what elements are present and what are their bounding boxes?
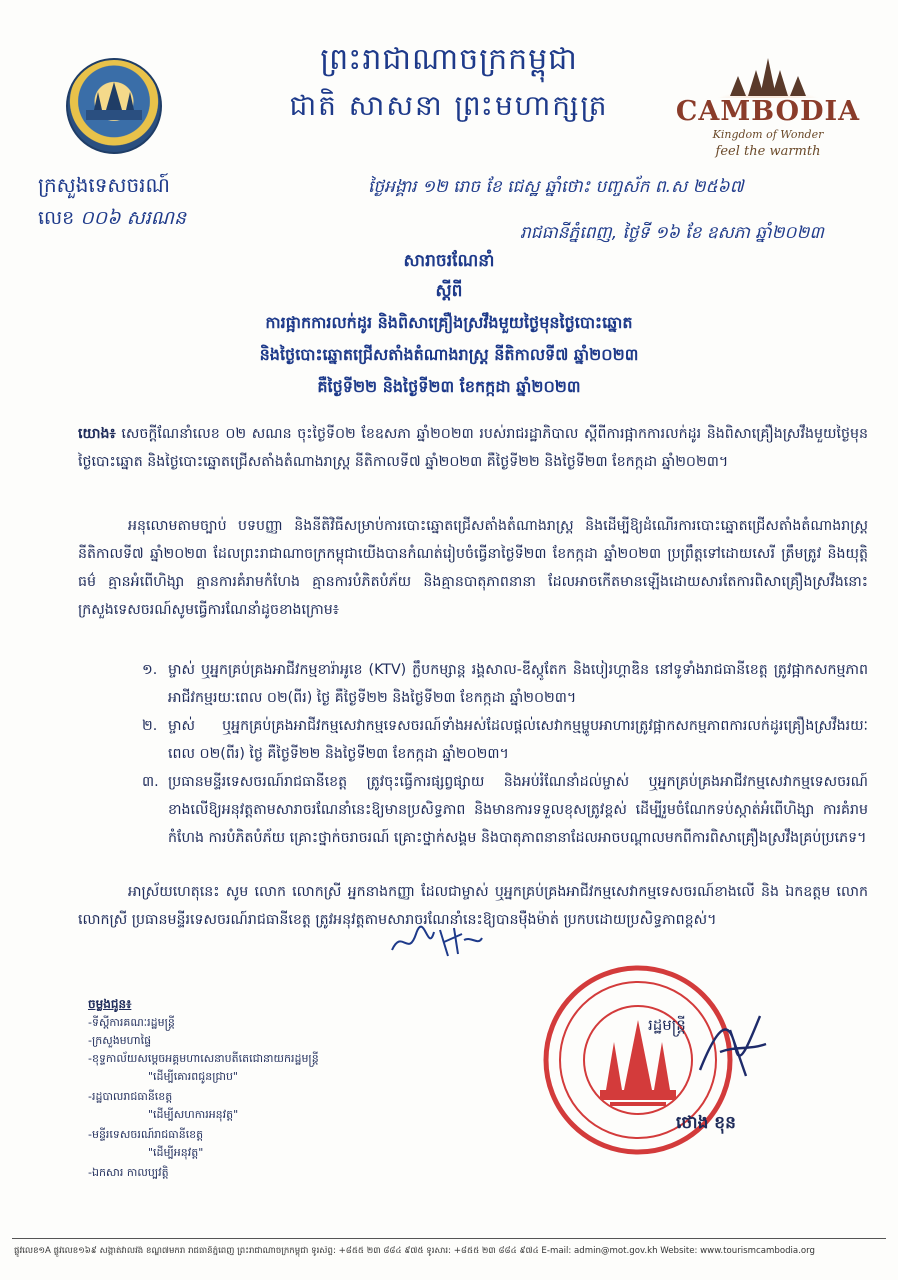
sunset-temple-icon	[668, 52, 868, 98]
signatory-position: រដ្ឋមន្ត្រី	[648, 1016, 686, 1034]
distribution-item: -រដ្ឋបាលរាជធានីខេត្ត	[88, 1090, 173, 1103]
kingdom-title: ព្រះរាជាណាចក្រកម្ពុជា	[320, 42, 578, 77]
subject-heading: ស្តីពី	[435, 281, 463, 301]
brand-tagline-secondary: feel the warmth	[715, 144, 821, 159]
distribution-item: -ទីស្តីការគណៈរដ្ឋមន្ត្រី	[88, 1016, 175, 1029]
distribution-title: ចម្លងជូន៖	[88, 997, 132, 1011]
distribution-item: -ខុទ្ទកាល័យសម្តេចអគ្គមហាសេនាបតីតេជោនាយករដ្ឋមន្ត្រី	[88, 1052, 319, 1065]
brand-name: CAMBODIA	[675, 96, 861, 127]
distribution-item: -ក្រសួងមហាផ្ទៃ	[88, 1034, 152, 1047]
item-number: ២.	[142, 718, 158, 734]
instruction-item	[142, 768, 868, 852]
item-text: ម្ចាស់ ឬអ្នកគ្រប់គ្រងអាជីវកម្មសេវាកម្មទេសចរណ៍ទាំងអស់ដែលផ្តល់សេវាកម្មម្ហូបអាហារត្រូវផ្អាកសកម្មភាពការលក់ដូរគ្រឿងស្រវឹងរយៈពេល ០២(ពីរ) ថ្ងៃ គឺថ្ងៃទី២២ និងថ្ងៃទី២៣ ខែកក្កដា ឆ្នាំ២០២៣។	[168, 718, 868, 762]
instruction-item	[142, 712, 868, 768]
national-motto: ជាតិ សាសនា ព្រះមហាក្សត្រ	[289, 89, 609, 122]
lunar-date: ថ្ងៃអង្គារ ១២ រោច ខែ ជេស្ឋ ឆ្នាំថោះ បញ្ចស័ក ព.ស ២៥៦៧	[368, 177, 744, 197]
reference-label: យោង៖	[78, 426, 116, 442]
initials-mark-icon	[388, 924, 484, 960]
reference-prefix: លេខ	[38, 207, 75, 229]
subject-line: និងថ្ងៃបោះឆ្នោតជ្រើសតាំងតំណាងរាស្ត្រ នីតិកាលទី៧ ឆ្នាំ២០២៣	[259, 345, 639, 364]
signer-name: ថោង ខុន	[676, 1113, 736, 1133]
cambodia-brand-logo	[668, 52, 868, 164]
solar-date: រាជធានីភ្នំពេញ, ថ្ងៃទី ១៦ ខែ ឧសភា ឆ្នាំ២០២៣	[520, 223, 824, 243]
reference-number	[38, 206, 186, 234]
item-text: ប្រធានមន្ទីរទេសចរណ៍រាជធានីខេត្ត ត្រូវចុះធ្វើការផ្សព្វផ្សាយ និងអប់រំណែនាំដល់ម្ចាស់ ឬអ្នកគ្រប់គ្រងអាជីវកម្មសេវាកម្មទេសចរណ៍ខាងលើឱ្យអនុវត្តតាមសារាចរណែនាំនេះឱ្យមានប្រសិទ្ធភាព និងមានការទទួលខុសត្រូវខ្ពស់ ដើម្បីរួមចំណែកទប់ស្កាត់អំពើហិង្សា ការគំរាមកំហែង ការបំភិតបំភ័យ គ្រោះថ្នាក់ចរាចរណ៍ គ្រោះថ្នាក់សង្គម និងបាតុភាពនានាដែលអាចបណ្តាលមកពីការពិសាគ្រឿងស្រវឹងគ្រប់ប្រភេទ។	[168, 774, 868, 846]
item-number: ៣.	[142, 774, 159, 790]
item-text: ម្ចាស់ ឬអ្នកគ្រប់គ្រងអាជីវកម្មខារ៉ាអូខេ (KTV) ក្លឹបកម្សាន្ត រង្គសាល-ឌីស្កូតែក និងបៀរហ្គាឌិន នៅទូទាំងរាជធានីខេត្ត ត្រូវផ្អាកសកម្មភាពអាជីវកម្មរយៈពេល ០២(ពីរ) ថ្ងៃ គឺថ្ងៃទី២២ និងថ្ងៃទី២៣ ខែកក្កដា ឆ្នាំ២០២៣។	[168, 662, 868, 706]
distribution-purpose: "ដើម្បីសហការអនុវត្ត"	[148, 1108, 239, 1121]
instruction-item	[142, 656, 868, 712]
ministry-name: ក្រសួងទេសចរណ៍	[38, 173, 170, 197]
document-type: សារាចរណែនាំ	[403, 251, 495, 271]
footer-contact: ផ្លូវលេខ១A ផ្លូវលេខ១៦៩ សង្កាត់វាលវង់ ខណ្ឌ៧មករា រាជធានីភ្នំពេញ ព្រះរាជាណាចក្រកម្ពុជា ទូរស័ព្ទ: +៨៥៥ ២៣ ៨៨៤ ៩៧៥ ទូរសារ: +៨៥៥ ២៣ ៨៨៤ ៩៧៤ E-mail: admin@mot.gov.kh Website: www.tourismcambodia.org	[14, 1246, 816, 1256]
subject-line: គឺថ្ងៃទី២២ និងថ្ងៃទី២៣ ខែកក្កដា ឆ្នាំ២០២៣	[317, 377, 581, 396]
reference-value: ០០៦ សរណន	[80, 207, 187, 229]
item-number: ១.	[142, 662, 158, 678]
distribution-purpose: "ដើម្បីគោរពជូនជ្រាប"	[148, 1070, 238, 1083]
distribution-item: -មន្ទីរទេសចរណ៍រាជធានីខេត្ត	[88, 1128, 204, 1141]
distribution-item: -ឯកសារ កាលប្បវត្តិ	[88, 1166, 169, 1179]
intro-paragraph: អនុលោមតាមច្បាប់ បទបញ្ញា និងនីតិវិធីសម្រាប់ការបោះឆ្នោតជ្រើសតាំងតំណាងរាស្ត្រ និងដើម្បីឱ្យដំណើរការបោះឆ្នោតជ្រើសតាំងតំណាងរាស្ត្រ នីតិកាលទី៧ ឆ្នាំ២០២៣ ដែលព្រះរាជាណាចក្រកម្ពុជាយើងបានកំណត់រៀបចំធ្វើនាថ្ងៃទី២៣ ខែកក្កដា ឆ្នាំ២០២៣ ប្រព្រឹត្តទៅដោយសេរី ត្រឹមត្រូវ និងយុត្តិធម៌ គ្មានអំពើហិង្សា គ្មានការគំរាមកំហែង គ្មានការបំភិតបំភ័យ និងគ្មានបាតុភាពនានា ដែលអាចកើតមានឡើងដោយសារតែការពិសាគ្រឿងស្រវឹងនោះ ក្រសួងទេសចរណ៍សូមធ្វើការណែនាំដូចខាងក្រោម៖	[78, 518, 868, 618]
subject-line: ការផ្អាកការលក់ដូរ និងពិសាគ្រឿងស្រវឹងមួយថ្ងៃមុនថ្ងៃបោះឆ្នោត	[265, 313, 633, 332]
footer-divider	[12, 1238, 886, 1239]
distribution-purpose: "ដើម្បីអនុវត្ត"	[148, 1146, 204, 1159]
closing-paragraph: អាស្រ័យហេតុនេះ សូម លោក លោកស្រី អ្នកនាងកញ្ញា ដែលជាម្ចាស់ ឬអ្នកគ្រប់គ្រងអាជីវកម្មសេវាកម្មទេសចរណ៍ខាងលើ និង ឯកឧត្តម លោក លោកស្រី ប្រធានមន្ទីរទេសចរណ៍រាជធានីខេត្ត ត្រូវអនុវត្តតាមសារាចរណែនាំនេះឱ្យបានម៉ឺងម៉ាត់ ប្រកបដោយប្រសិទ្ធភាពខ្ពស់។	[78, 884, 868, 928]
reference-paragraph	[78, 420, 868, 476]
brand-tagline-primary: Kingdom of Wonder	[712, 128, 824, 141]
signature-icon	[690, 1010, 770, 1080]
reference-text: សេចក្តីណែនាំលេខ ០២ សណន ចុះថ្ងៃទី០២ ខែឧសភា ឆ្នាំ២០២៣ របស់រាជរដ្ឋាភិបាល ស្តីពីការផ្អាកការលក់ដូរ និងពិសាគ្រឿងស្រវឹងមួយថ្ងៃមុនថ្ងៃបោះឆ្នោត និងថ្ងៃបោះឆ្នោតជ្រើសតាំងតំណាងរាស្ត្រ នីតិកាលទី៧ ឆ្នាំ២០២៣ គឺថ្ងៃទី២២ និងថ្ងៃទី២៣ ខែកក្កដា ឆ្នាំ២០២៣។	[78, 426, 868, 470]
